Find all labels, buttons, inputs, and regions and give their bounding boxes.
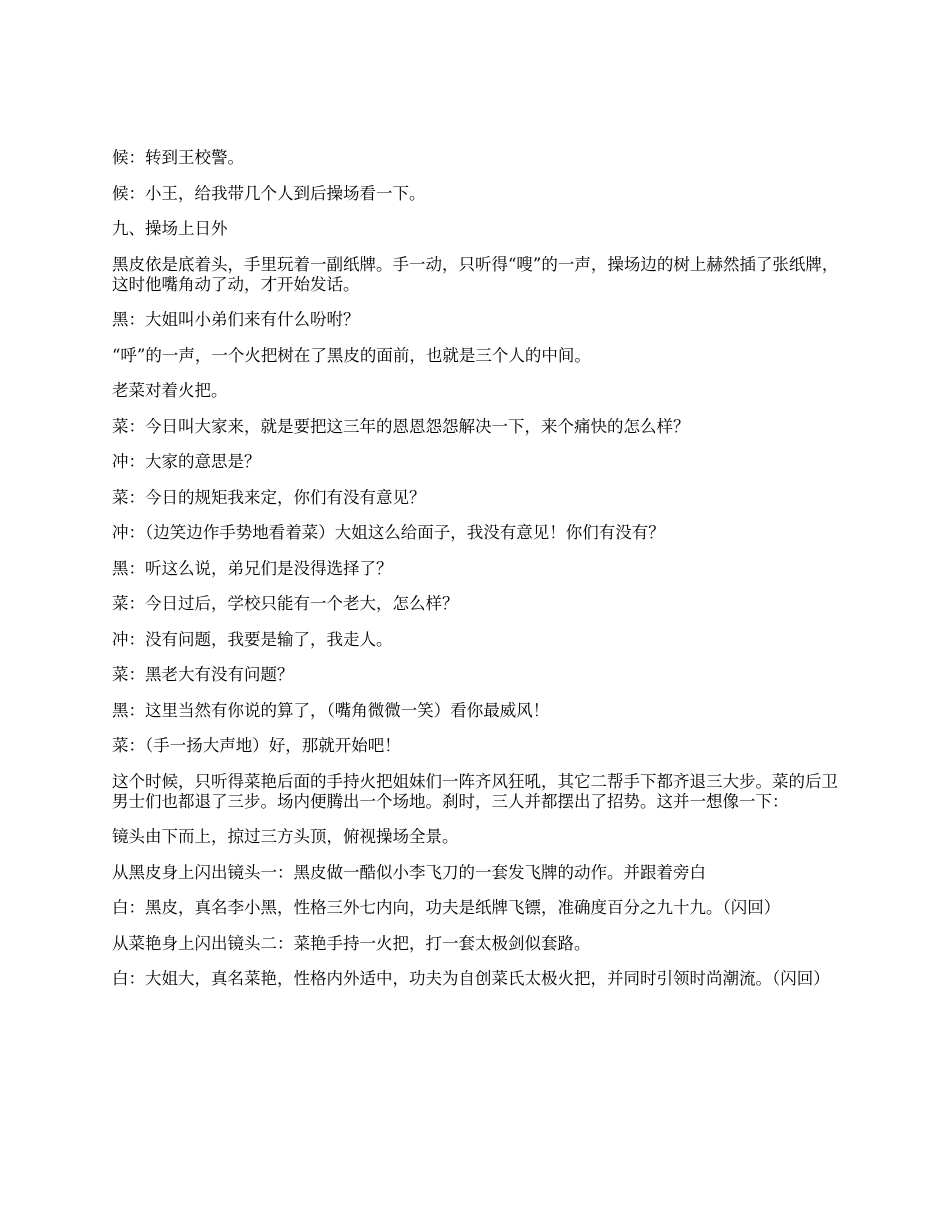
stage-direction: 这个时候，只听得菜艳后面的手持火把姐妹们一阵齐风狂吼，其它二帮手下都齐退三大步。菜的后卫男士们也都退了三步。场内便腾出一个场地。刹时，三人并都摆出了招势。这并一想像一下： [112, 771, 838, 811]
script-line: 冲：大家的意思是？ [112, 452, 261, 471]
script-line: 菜：今日叫大家来，就是要把这三年的恩恩怨怨解决一下，来个痛快的怎么样？ [112, 416, 690, 436]
script-line: 菜：黑老大有没有问题？ [112, 665, 294, 684]
stage-direction: 从菜艳身上闪出镜头二：菜艳手持一火把，打一套太极剑似套路。 [112, 933, 591, 953]
scene-heading: 九、操场上日外 [112, 219, 228, 238]
narration-line: 白：大姐大，真名菜艳，性格内外适中，功夫为自创菜氏太极火把，并同时引领时尚潮流。（闪回） [112, 969, 830, 988]
narration-line: 白：黑皮，真名李小黑，性格三外七内向，功夫是纸牌飞镖，准确度百分之九十九。（闪回） [112, 898, 781, 917]
stage-direction: “呼”的一声，一个火把树在了黑皮的面前，也就是三个人的中间。 [112, 345, 591, 365]
script-line: 菜：（手一扬大声地）好，那就开始吧！ [112, 736, 401, 755]
stage-direction: 从黑皮身上闪出镜头一：黑皮做一酷似小李飞刀的一套发飞牌的动作。并跟着旁白 [112, 862, 706, 882]
script-body [112, 148, 847, 1005]
stage-direction: 老菜对着火把。 [112, 381, 228, 400]
stage-direction: 镜头由下而上，掠过三方头顶，俯视操场全景。 [112, 827, 459, 846]
script-line: 候：小王，给我带几个人到后操场看一下。 [112, 183, 426, 203]
stage-direction: 黑皮依是底着头，手里玩着一副纸牌。手一动，只听得“嗖”的一声，操场边的树上赫然插了张纸牌，这时他嘴角动了动，才开始发话。 [112, 254, 839, 294]
script-line: 黑：听这么说，弟兄们是没得选择了？ [112, 558, 393, 578]
script-line: 候：转到王校警。 [112, 148, 244, 167]
script-line: 黑：大姐叫小弟们来有什么吩咐？ [112, 310, 360, 329]
script-line: 菜：今日过后，学校只能有一个老大，怎么样？ [112, 594, 459, 613]
script-line: 黑：这里当然有你说的算了，（嘴角微微一笑）看你最威风！ [112, 700, 550, 720]
script-line: 菜：今日的规矩我来定，你们有没有意见？ [112, 487, 426, 507]
script-line: 冲：没有问题，我要是输了，我走人。 [112, 629, 393, 649]
script-line: 冲：（边笑边作手势地看着菜）大姐这么给面子，我没有意见！你们有没有？ [112, 523, 665, 542]
